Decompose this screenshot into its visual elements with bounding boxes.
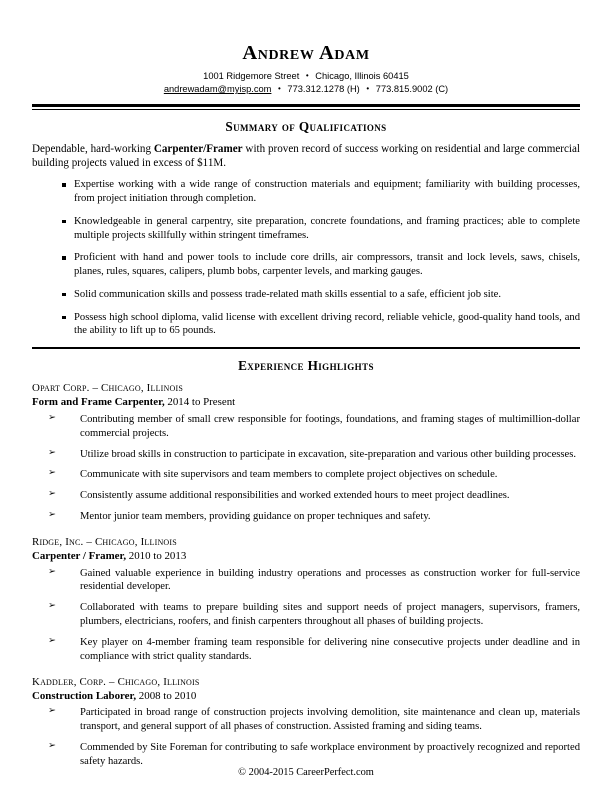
summary-intro-after: with proven record of success working on residential and large commercial building projects valued in excess of $11M. (32, 142, 580, 169)
phone-cell: 773.815.9002 (C) (375, 84, 449, 95)
summary-section (32, 119, 580, 339)
job-bullet-list (32, 567, 580, 664)
page-footer: © 2004-2015 CareerPerfect.com (238, 767, 374, 778)
job-title-line (32, 549, 580, 563)
list-item: ➢ Contributing member of small crew responsible for footings, foundations, and framing stages of multimillion-dollar commercial projects. (32, 413, 580, 441)
list-item: ➢ Gained valuable experience in building industry operations and processes as construction worker for full-service residential developer. (32, 567, 580, 595)
experience-entry (32, 381, 580, 524)
job-company: Ridge, Inc. – Chicago, Illinois (32, 536, 177, 549)
summary-intro-role: Carpenter/Framer (153, 142, 243, 155)
list-item: ➢ Commended by Site Foreman for contributing to safe workplace environment by proactively recognized and reported safety hazards. (32, 741, 580, 769)
contact-email-phone-line (32, 83, 580, 96)
list-item: Knowledgeable in general carpentry, site preparation, concrete foundations, and framing practices; able to complete multiple projects skillfully within stringent timeframes. (62, 215, 580, 243)
list-item: ➢ Mentor junior team members, providing guidance on proper techniques and safety. (32, 510, 580, 524)
job-title-line (32, 395, 580, 409)
header-divider (32, 104, 580, 110)
job-dates: 2014 to Present (164, 396, 236, 409)
contact-address-line (32, 70, 580, 83)
resume-header (32, 42, 580, 110)
list-item: ➢ Communicate with site supervisors and team members to complete project objectives on schedule. (32, 468, 580, 482)
job-bullet-list (32, 413, 580, 524)
list-item: Proficient with hand and power tools to include core drills, air compressors, transit and lock levels, saws, chisels, planes, rules, squares, calipers, plumb bobs, carpenter levels, and marking gauges. (62, 251, 580, 279)
summary-bullet-list (32, 178, 580, 338)
city-state-zip: Chicago, Illinois 60415 (315, 70, 409, 81)
job-title-line (32, 689, 580, 703)
street-address: 1001 Ridgemore Street (203, 70, 300, 81)
job-title: Form and Frame Carpenter, (32, 396, 165, 409)
job-dates: 2010 to 2013 (126, 550, 187, 563)
summary-intro-paragraph (32, 142, 580, 171)
job-bullet-list (32, 706, 580, 769)
job-title: Carpenter / Framer, (32, 550, 127, 563)
job-dates: 2008 to 2010 (136, 690, 197, 703)
list-item: Possess high school diploma, valid license with excellent driving record, reliable vehicle, good-quality hand tools, and the ability to lift up to 65 pounds. (62, 311, 580, 339)
experience-section (32, 347, 580, 769)
list-item: ➢ Participated in broad range of construction projects involving demolition, site maintenance and clean up, materials transport, and general support of all phases of construction. Assisted framing and siding teams. (32, 706, 580, 734)
list-item: Solid communication skills and possess trade-related math skills essential to a safe, efficient job site. (62, 288, 580, 302)
list-item: ➢ Utilize broad skills in construction to participate in excavation, site-preparation and various other building processes. (32, 448, 580, 462)
candidate-name: Andrew Adam (242, 42, 370, 64)
experience-divider (32, 347, 580, 349)
job-company: Kaddler, Corp. – Chicago, Illinois (32, 675, 200, 688)
experience-section-title: Experience Highlights (238, 358, 374, 374)
job-company: Opart Corp. – Chicago, Illinois (32, 382, 184, 395)
experience-entry (32, 535, 580, 664)
bullet-separator-icon: • (278, 84, 281, 94)
list-item: ➢ Key player on 4-member framing team responsible for delivering nine consecutive projects under deadline and in compliance with strict quality standards. (32, 636, 580, 664)
list-item: ➢ Collaborated with teams to prepare building sites and support needs of project managers, supervisors, framers, plumbers, electricians, roofers, and finish carpenters throughout all phases of building projects. (32, 601, 580, 629)
phone-home: 773.312.1278 (H) (287, 84, 360, 95)
list-item: ➢ Consistently assume additional responsibilities and worked extended hours to meet project deadlines. (32, 489, 580, 503)
bullet-separator-icon: • (305, 70, 309, 80)
summary-section-title: Summary of Qualifications (225, 118, 387, 134)
list-item: Expertise working with a wide range of construction materials and equipment; familiarity with building processes, from project initiation through completion. (62, 178, 580, 206)
bullet-separator-icon: • (366, 84, 370, 94)
email-link[interactable]: andrewadam@myisp.com (163, 84, 272, 95)
job-title: Construction Laborer, (32, 690, 137, 703)
experience-entry (32, 675, 580, 769)
summary-intro-before: Dependable, hard-working (32, 142, 154, 155)
